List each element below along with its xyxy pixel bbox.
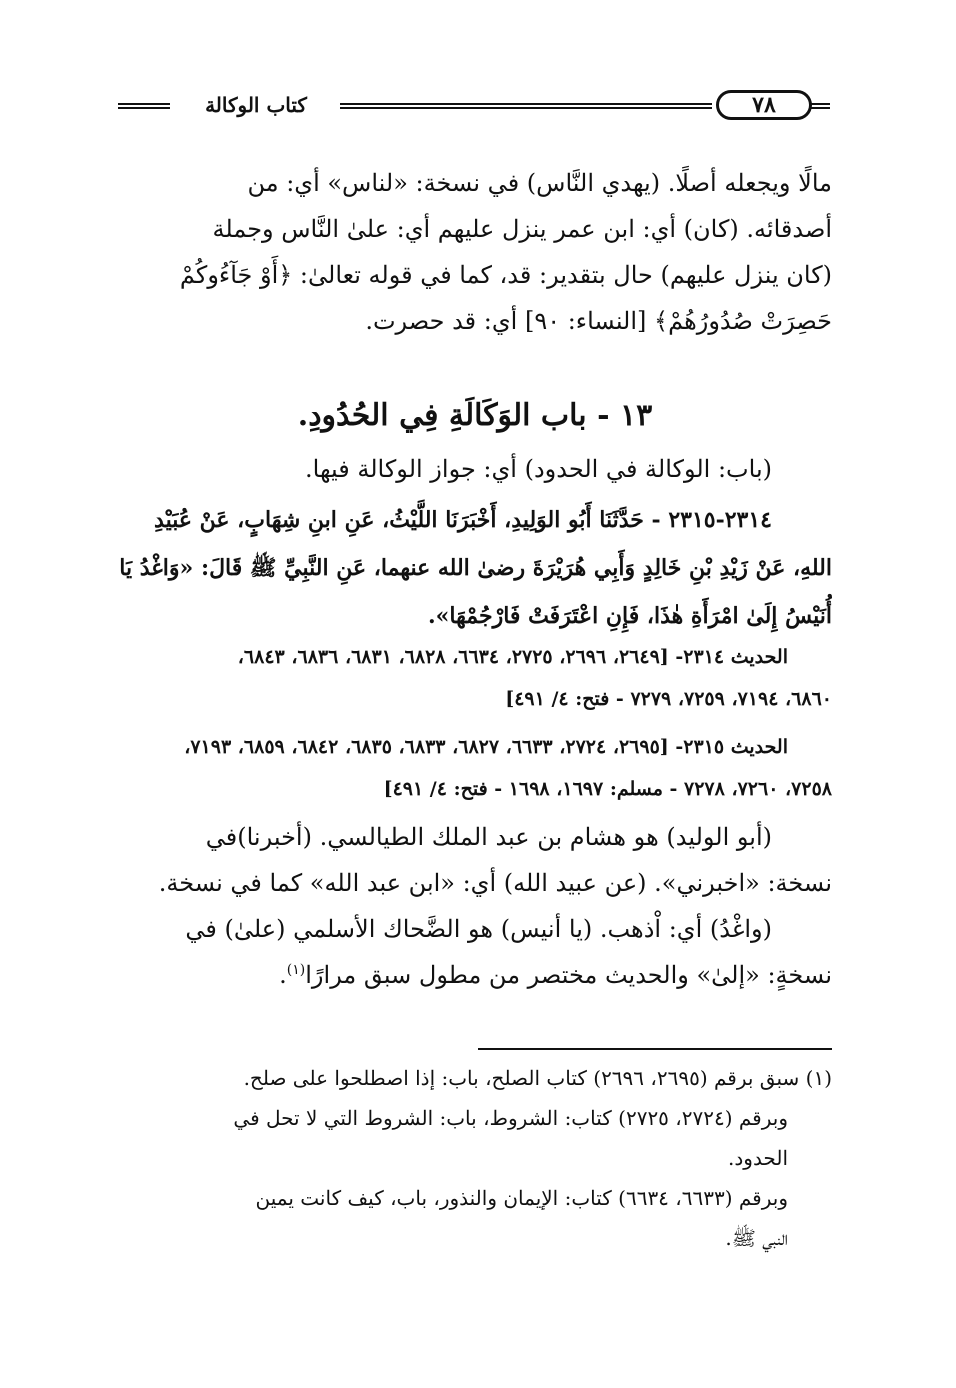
hadith-2315-references bbox=[118, 726, 832, 810]
commentary-text: نسخةٍ: «إلىٰ» والحديث مختصر من مطول سبق مرارًا bbox=[305, 961, 832, 989]
text-line: حَصِرَتْ صُدُورُهُمْ﴾ [النساء: ٩٠] أي: قد حصرت. bbox=[365, 307, 832, 335]
footnote-line: (١) سبق برقم (٢٦٩٥، ٢٦٩٦) كتاب الصلح، باب: إذا اصطلحوا على صلح. bbox=[243, 1066, 832, 1090]
reference-line: الحديث ٢٣١٤- [٢٦٤٩، ٢٦٩٦، ٢٧٢٥، ٦٦٣٤، ٦٨٢٨، ٦٨٣١، ٦٨٣٦، ٦٨٤٣، bbox=[237, 646, 788, 668]
hadith-line: ٢٣١٤-٢٣١٥ - حَدَّثَنَا أَبُو الوَلِيدِ، أَخْبَرَنَا اللَّيْثُ، عَنِ ابنِ شِهَابٍ، عَنْ عُبَيْدِ bbox=[154, 507, 772, 533]
commentary-end: . bbox=[279, 961, 287, 989]
header-rule-right bbox=[810, 103, 830, 109]
commentary-line: (أبو الوليد) هو هشام بن عبد الملك الطيالسي. (أخبرنا)في bbox=[205, 823, 772, 851]
commentary-line: (واغْدُ) أي: اْذهب. (يا أنيس) هو الضَّحاك الأسلمي (علىٰ) في bbox=[185, 915, 772, 943]
header-rule-left bbox=[118, 103, 170, 109]
hadith-2314-references bbox=[118, 636, 832, 720]
hadith-line: أُنَيْسُ إِلَىٰ امْرَأَةِ هٰذَا، فَإِنِ اعْتَرَفَتْ فَارْجُمْهَا». bbox=[428, 603, 832, 629]
page-header bbox=[118, 88, 830, 132]
bab-note bbox=[118, 446, 832, 492]
hadith-line: اللهِ، عَنْ زَيْدِ بْنِ خَالِدٍ وَأَبِي هُرَيْرَةَ رضىٰ الله عنهما، عَنِ النَّبِيِّ ﷺ قَالَ: «وَاغْدُ يَا bbox=[119, 555, 832, 581]
intro-paragraph bbox=[118, 160, 832, 344]
commentary bbox=[118, 814, 832, 998]
text-line: أصدقائه. (كان) أي: ابن عمر ينزل عليهم أي: علىٰ النَّاس وجملة bbox=[212, 215, 832, 243]
chapter-heading: ١٣ - باب الوَكَالَةِ فِي الحُدُودِ. bbox=[297, 398, 653, 433]
hadith-text bbox=[118, 496, 832, 640]
footnote-line: الحدود. bbox=[728, 1146, 788, 1170]
text-line: مالًا ويجعله أصلًا. (يهدي النَّاس) في نسخة: «لناس» أي: من bbox=[247, 169, 832, 197]
footnote-line: وبرقم (٦٦٣٣، ٦٦٣٤) كتاب: الإيمان والنذور، باب، كيف كانت يمين bbox=[255, 1186, 788, 1210]
commentary-line-last bbox=[118, 952, 832, 998]
footnote-separator bbox=[478, 1048, 832, 1050]
footnote-line: وبرقم (٢٧٢٤، ٢٧٢٥) كتاب: الشروط، باب: الشروط التي لا تحل في bbox=[233, 1106, 788, 1130]
reference-line: الحديث ٢٣١٥- [٢٦٩٥، ٢٧٢٤، ٦٦٣٣، ٦٨٢٧، ٦٨٣٣، ٦٨٣٥، ٦٨٤٢، ٦٨٥٩، ٧١٩٣، bbox=[184, 736, 788, 758]
page-number: ٧٨ bbox=[716, 90, 812, 120]
footnotes bbox=[118, 1058, 832, 1258]
reference-line: ٧٢٥٨، ٧٢٦٠، ٧٢٧٨ - مسلم: ١٦٩٧، ١٦٩٨ - فتح: ٤/ ٤٩١] bbox=[383, 778, 832, 800]
footnote-marker[interactable]: (١) bbox=[286, 962, 306, 978]
running-title: كتاب الوكالة bbox=[205, 93, 307, 117]
header-rule-middle bbox=[340, 103, 712, 109]
text-line: (كان ينزل عليهم) حال بتقدير: قد، كما في قوله تعالىٰ: ﴿أَوْ جَآءُوكُمْ bbox=[179, 261, 832, 289]
reference-line: ٦٨٦٠، ٧١٩٤، ٧٢٥٩، ٧٢٧٩ - فتح: ٤/ ٤٩١] bbox=[505, 688, 832, 710]
footnote-line: النبي ﷺ. bbox=[725, 1226, 788, 1250]
text-line: (باب: الوكالة في الحدود) أي: جواز الوكالة فيها. bbox=[305, 455, 772, 483]
commentary-line: نسخة: «اخبرني». (عن عبيد الله) أي: «ابن عبد الله» كما في نسخة. bbox=[158, 869, 832, 897]
